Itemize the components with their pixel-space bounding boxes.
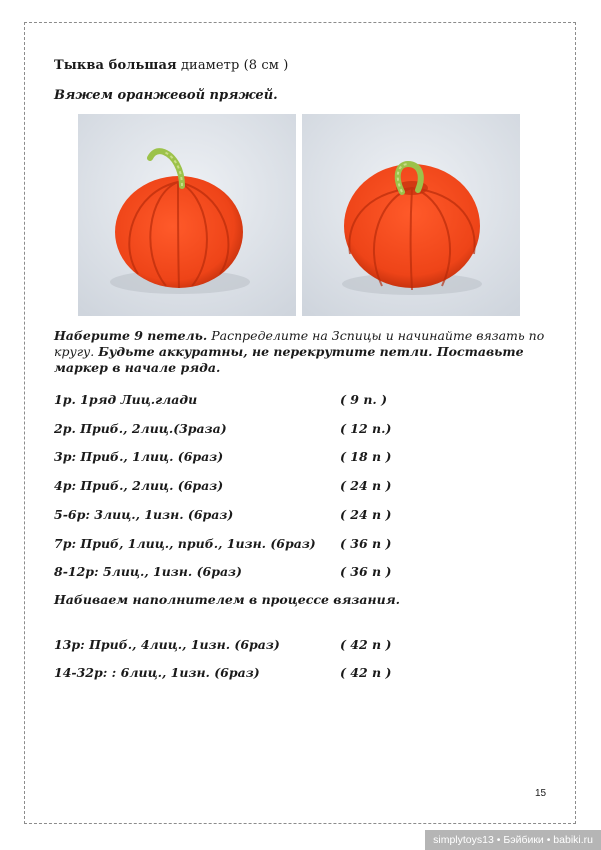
row-text: 7р: Приб, 1лиц., приб., 1изн. (6раз) [54, 536, 316, 551]
intro-careful: Будьте аккуратны, не перекрутите петли. Поставьте маркер в начале ряда. [54, 344, 524, 375]
pattern-row [54, 449, 392, 464]
row-count: ( 24 п ) [340, 478, 392, 493]
pattern-row [54, 478, 392, 493]
yarn-instruction: Вяжем оранжевой пряжей. [54, 88, 278, 103]
row-count: ( 9 п. ) [340, 392, 388, 407]
row-count: ( 36 п ) [340, 564, 392, 579]
row-count: ( 24 п ) [340, 507, 392, 522]
intro-distribute: Распределите на 3спицы и начинайте вязать по кругу. [54, 328, 545, 359]
pattern-row [54, 392, 388, 407]
watermark: simplytoys13 • Бэйбики • babiki.ru [425, 830, 601, 850]
pattern-row [54, 507, 392, 522]
row-count: ( 12 п.) [340, 421, 392, 436]
pattern-row [54, 637, 392, 652]
row-text: 8-12р: 5лиц., 1изн. (6раз) [54, 564, 242, 579]
pattern-row [54, 665, 392, 680]
row-text: 14-32р: : 6лиц., 1изн. (6раз) [54, 665, 260, 680]
stuffing-note: Набиваем наполнителем в процессе вязания. [54, 592, 401, 607]
row-text: 2р. Приб., 2лиц.(3раза) [54, 421, 227, 436]
pumpkin-photo-right [302, 114, 520, 316]
row-text: 1р. 1ряд Лиц.глади [54, 392, 198, 407]
page-title [54, 58, 288, 73]
row-count: ( 36 п ) [340, 536, 392, 551]
row-text: 5-6р: 3лиц., 1изн. (6раз) [54, 507, 234, 522]
title-detail: диаметр (8 см ) [180, 58, 289, 73]
intro-paragraph [54, 328, 549, 376]
row-count: ( 18 п ) [340, 449, 392, 464]
row-text: 13р: Приб., 4лиц., 1изн. (6раз) [54, 637, 280, 652]
intro-cast-on: Наберите 9 петель. [54, 328, 208, 343]
row-count: ( 42 п ) [340, 637, 392, 652]
pumpkin-photo-left [78, 114, 296, 316]
pattern-row [54, 536, 392, 551]
title-bold: Тыква большая [54, 58, 177, 73]
pattern-row [54, 421, 392, 436]
row-text: 4р: Приб., 2лиц. (6раз) [54, 478, 224, 493]
page-number: 15 [535, 788, 547, 799]
row-text: 3р: Приб., 1лиц. (6раз) [54, 449, 224, 464]
pattern-row [54, 564, 392, 579]
row-count: ( 42 п ) [340, 665, 392, 680]
